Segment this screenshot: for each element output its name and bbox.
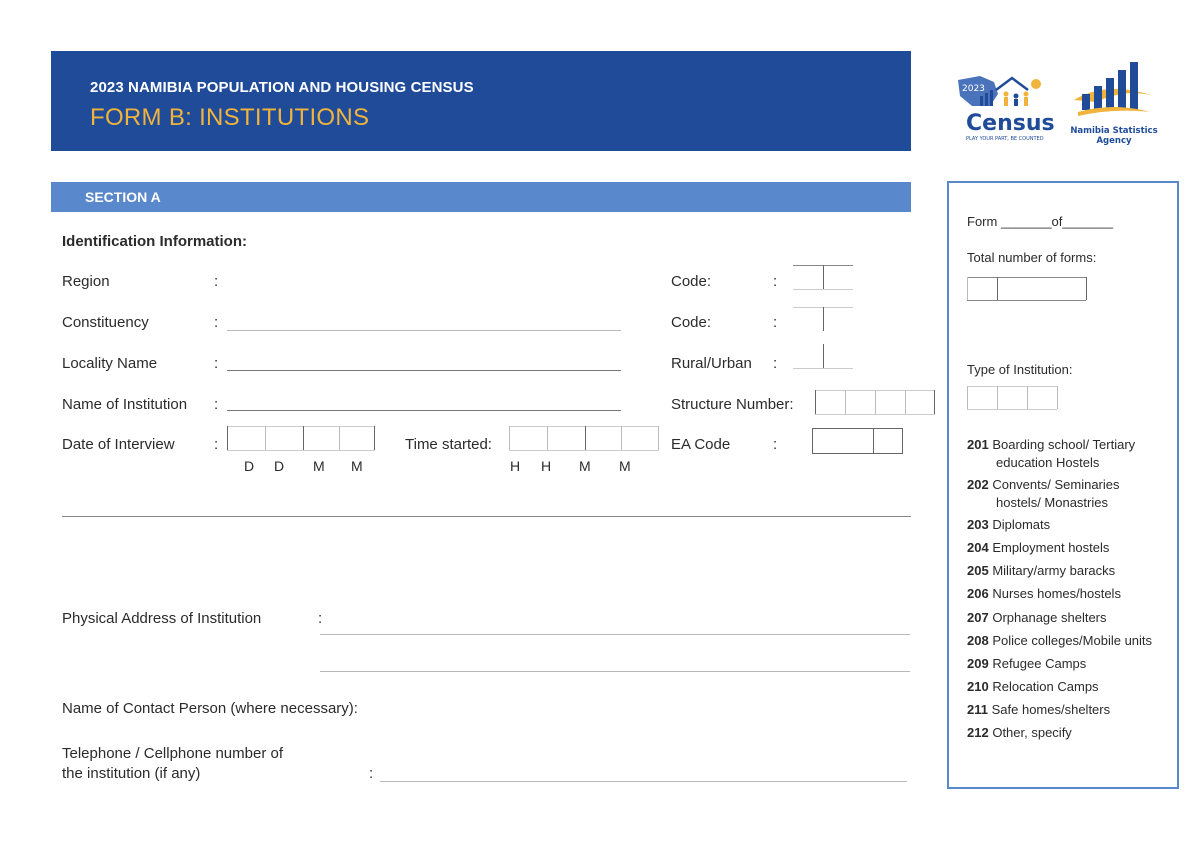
nsa-logo (1066, 58, 1162, 150)
telephone-colon: : (369, 765, 374, 782)
rural-urban-colon: : (773, 355, 778, 372)
total-forms-label: Total number of forms: (967, 250, 1097, 265)
institution-colon: : (214, 396, 219, 413)
constituency-code-colon: : (773, 314, 778, 331)
region-code-colon: : (773, 273, 778, 290)
svg-text:Census: Census (966, 111, 1055, 136)
form-of-field[interactable]: Form _______of_______ (967, 214, 1114, 229)
telephone-input[interactable] (380, 781, 907, 782)
date-letter-d1: D (244, 458, 255, 474)
region-colon: : (214, 273, 219, 290)
section-a-bar (51, 182, 911, 212)
institution-code-211: 211 Safe homes/shelters (967, 702, 1111, 717)
census-title: 2023 NAMIBIA POPULATION AND HOUSING CENSUS (90, 79, 474, 96)
date-letter-d2: D (274, 458, 285, 474)
section-label: SECTION A (85, 189, 161, 205)
date-letter-m2: M (351, 458, 364, 474)
region-label: Region (62, 273, 110, 290)
institution-code-202: 202 Convents/ Seminaries hostels/ Monastries (967, 477, 1120, 510)
institution-code-201: 201 Boarding school/ Tertiary education Hostels (967, 437, 1136, 470)
form-title: FORM B: INSTITUTIONS (90, 104, 370, 131)
time-letter-m1: M (579, 458, 592, 474)
ea-code-colon: : (773, 436, 778, 453)
physical-address-line2[interactable] (320, 671, 910, 672)
identification-heading: Identification Information: (62, 233, 247, 250)
date-colon: : (214, 436, 219, 453)
rural-urban-label: Rural/Urban (671, 355, 752, 372)
header-banner (51, 51, 911, 151)
time-letter-h2: H (541, 458, 552, 474)
institution-code-209: 209 Refugee Camps (967, 656, 1087, 671)
physical-address-line1[interactable] (320, 634, 910, 635)
structure-number-label: Structure Number: (671, 396, 794, 413)
physical-address-colon: : (318, 610, 323, 627)
constituency-colon: : (214, 314, 219, 331)
date-letter-m1: M (313, 458, 326, 474)
svg-text:Namibia Statistics: Namibia Statistics (1070, 126, 1158, 136)
svg-text:PLAY YOUR PART, BE COUNTED: PLAY YOUR PART, BE COUNTED (966, 136, 1044, 142)
time-letter-m2: M (619, 458, 632, 474)
svg-text:2023: 2023 (962, 84, 985, 94)
date-interview-label: Date of Interview (62, 436, 175, 453)
institution-input[interactable] (227, 410, 621, 411)
constituency-input[interactable] (227, 330, 621, 331)
institution-code-205: 205 Military/army baracks (967, 563, 1116, 578)
contact-person-label: Name of Contact Person (where necessary): (62, 700, 358, 717)
type-institution-label: Type of Institution: (967, 362, 1073, 377)
institution-code-212: 212 Other, specify (967, 725, 1072, 740)
time-letter-h1: H (510, 458, 521, 474)
institution-label: Name of Institution (62, 396, 188, 413)
institution-code-203: 203 Diplomats (967, 517, 1051, 532)
institution-code-204: 204 Employment hostels (967, 540, 1110, 555)
constituency-label: Constituency (62, 314, 149, 331)
physical-address-label: Physical Address of Institution (62, 610, 262, 627)
locality-input[interactable] (227, 370, 621, 371)
svg-text:Agency: Agency (1096, 136, 1132, 146)
institution-code-210: 210 Relocation Camps (967, 679, 1099, 694)
census-logo (950, 66, 1060, 150)
locality-label: Locality Name (62, 355, 158, 372)
ea-code-label: EA Code (671, 436, 731, 453)
constituency-code-label: Code: (671, 314, 712, 331)
locality-colon: : (214, 355, 219, 372)
time-started-label: Time started: (405, 436, 492, 453)
institution-code-207: 207 Orphanage shelters (967, 610, 1107, 625)
institution-code-208: 208 Police colleges/Mobile units (967, 633, 1153, 648)
institution-code-206: 206 Nurses homes/hostels (967, 586, 1121, 601)
telephone-label-line1: Telephone / Cellphone number of (62, 745, 283, 762)
telephone-label-line2: the institution (if any) (62, 765, 201, 782)
region-code-label: Code: (671, 273, 712, 290)
section-divider (62, 516, 911, 517)
